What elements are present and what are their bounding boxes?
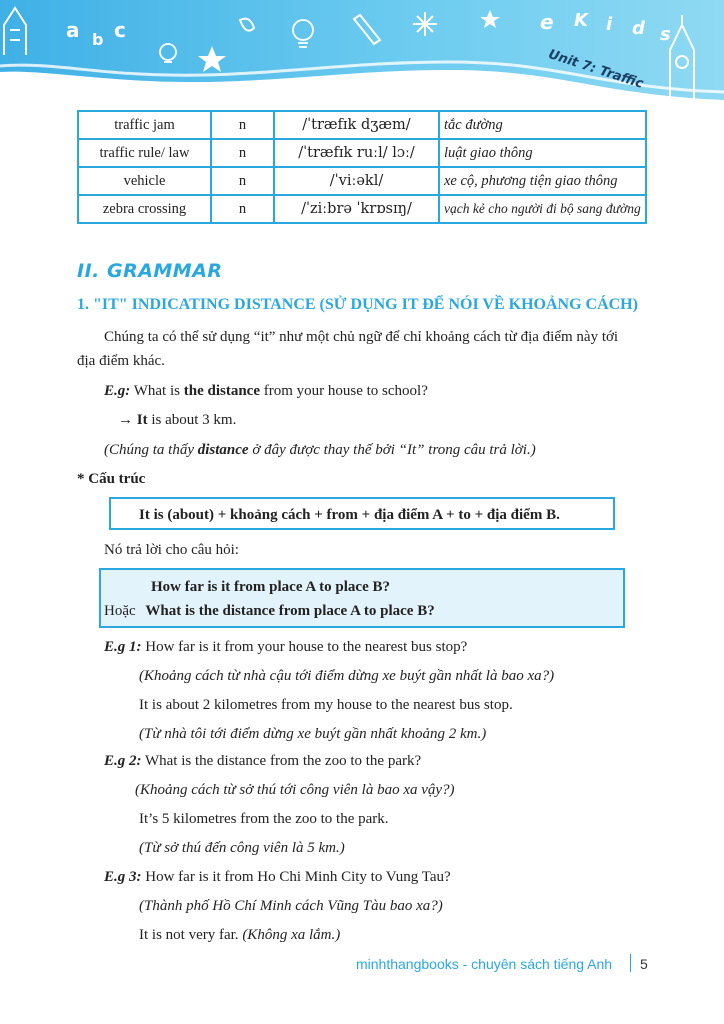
example-label: E.g 3: xyxy=(104,869,142,885)
kids-letter: s xyxy=(660,24,671,45)
example-line xyxy=(104,382,428,400)
question-text: How far is it from place A to place B? xyxy=(151,579,391,595)
example-bold: the distance xyxy=(183,383,260,399)
kids-letter: i xyxy=(606,14,613,35)
vocab-word: traffic rule/ law xyxy=(78,139,211,167)
kids-letter: d xyxy=(632,18,645,39)
vocab-ipa: /ˈtræfɪk ruːl/ lɔː/ xyxy=(274,139,439,167)
vocab-ipa: /ˈviːəkl/ xyxy=(274,167,439,195)
table-row xyxy=(78,167,646,195)
example-text: How far is it from your house to the nearest bus stop? xyxy=(145,639,468,655)
intro-text: Chúng ta có thể sử dụng “it” như một chủ ngữ để chỉ khoảng cách từ địa điểm này tới xyxy=(104,329,619,345)
table-row xyxy=(78,111,646,139)
vocab-meaning: tắc đường xyxy=(439,111,646,139)
vocab-pos: n xyxy=(211,139,274,167)
subsection-title: 1. "IT" INDICATING DISTANCE (SỬ DỤNG IT ĐỂ NÓI VỀ KHOẢNG CÁCH) xyxy=(77,296,638,313)
vocab-ipa: /ˈziːbrə ˈkrɒsɪŋ/ xyxy=(274,195,439,223)
vocab-pos: n xyxy=(211,167,274,195)
example-label: E.g 1: xyxy=(104,639,142,655)
example-answer xyxy=(118,411,236,429)
vocab-pos: n xyxy=(211,111,274,139)
footer-brand: minhthangbooks - chuyên sách tiếng Anh xyxy=(356,956,613,972)
section-title: II. GRAMMAR xyxy=(77,260,223,282)
example-2-answer: It’s 5 kilometres from the zoo to the park. xyxy=(139,811,389,827)
page-number: 5 xyxy=(640,956,648,972)
vocab-word: vehicle xyxy=(78,167,211,195)
intro-text: địa điểm khác. xyxy=(77,353,165,369)
footer-divider xyxy=(630,954,631,972)
example-text: from your house to school? xyxy=(263,383,428,399)
vocab-word: traffic jam xyxy=(78,111,211,139)
example-1-question xyxy=(104,638,467,656)
header-banner xyxy=(0,0,724,100)
example-label: E.g 2: xyxy=(104,753,142,769)
example-text-vi: (Không xa lắm.) xyxy=(242,927,341,943)
note-bold: distance xyxy=(197,442,249,458)
letter-c: c xyxy=(114,18,126,42)
question-line xyxy=(104,602,435,620)
table-row xyxy=(78,195,646,223)
answer-intro: Nó trả lời cho câu hỏi: xyxy=(104,542,239,558)
example-label: E.g: xyxy=(104,383,131,399)
example-3-question xyxy=(104,868,451,886)
vocab-ipa: /ˈtræfɪk dʒæm/ xyxy=(274,111,439,139)
letter-a: a xyxy=(66,18,80,42)
note-line xyxy=(104,441,536,459)
kids-letter: K xyxy=(574,10,588,31)
structure-text: It is (about) + khoảng cách + from + địa điểm A + to + địa điểm B. xyxy=(139,507,560,523)
example-3-answer xyxy=(139,926,340,944)
example-2-question xyxy=(104,752,421,770)
vocab-meaning: vạch kẻ cho người đi bộ sang đường xyxy=(439,195,646,223)
example-1-question-vi: (Khoảng cách từ nhà cậu tới điểm dừng xe buýt gần nhất là bao xa?) xyxy=(139,668,555,684)
kids-letter: e xyxy=(540,10,554,34)
example-text: What is the distance from the zoo to the park? xyxy=(144,753,422,769)
letter-b: b xyxy=(92,30,104,49)
vocab-meaning: xe cộ, phương tiện giao thông xyxy=(439,167,646,195)
example-2-answer-vi: (Từ sở thú đến công viên là 5 km.) xyxy=(139,840,345,856)
note-text: (Chúng ta thấy xyxy=(104,442,194,458)
example-text: What is xyxy=(133,383,180,399)
example-2-question-vi: (Khoảng cách từ sở thú tới công viên là bao xa vậy?) xyxy=(135,782,455,798)
example-bold: It xyxy=(136,412,148,428)
vocabulary-table xyxy=(77,110,647,224)
question-text: What is the distance from place A to place B? xyxy=(145,603,435,619)
example-text: is about 3 km. xyxy=(151,412,237,428)
vocab-meaning: luật giao thông xyxy=(439,139,646,167)
structure-label: * Cấu trúc xyxy=(77,471,146,487)
example-1-answer-vi: (Từ nhà tôi tới điểm dừng xe buýt gần nhất khoảng 2 km.) xyxy=(139,726,487,742)
example-text: How far is it from Ho Chi Minh City to Vung Tau? xyxy=(145,869,451,885)
arrow-icon: → xyxy=(118,412,133,428)
example-text: It is not very far. xyxy=(139,927,239,943)
unit-title: Unit 7: Traffic xyxy=(546,47,646,92)
note-text: ở đây được thay thế bởi “It” trong câu trả lời.) xyxy=(252,442,536,458)
table-row xyxy=(78,139,646,167)
vocab-word: zebra crossing xyxy=(78,195,211,223)
example-3-question-vi: (Thành phố Hồ Chí Minh cách Vũng Tàu bao xa?) xyxy=(139,898,443,914)
or-label: Hoặc xyxy=(104,603,136,619)
vocab-pos: n xyxy=(211,195,274,223)
example-1-answer: It is about 2 kilometres from my house to the nearest bus stop. xyxy=(139,697,513,713)
